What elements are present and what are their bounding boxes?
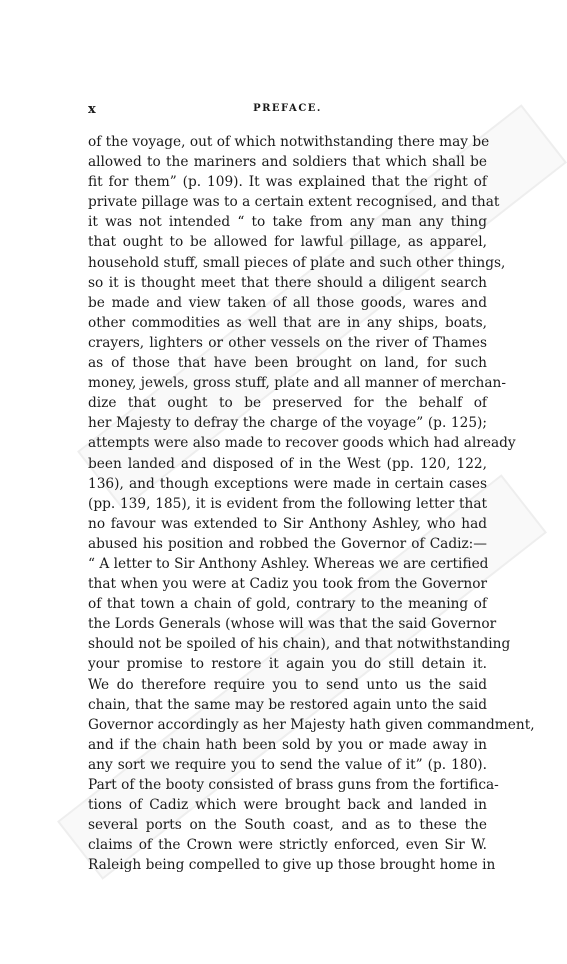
text-line: We do therefore require you to send unto us the said: [88, 676, 487, 693]
text-line: that ought to be allowed for lawful pillage, as apparel,: [88, 234, 487, 251]
text-line: Part of the booty consisted of brass guns from the fortifica-: [88, 777, 499, 793]
text-line: as of those that have been brought on land, for such: [88, 355, 487, 372]
text-line: chain, that the same may be restored again unto the said: [88, 696, 487, 713]
text-line: household stuff, small pieces of plate and such other things,: [88, 254, 506, 271]
text-line: “ A letter to Sir Anthony Ashley. Whereas we are certified: [88, 555, 489, 572]
text-line: claims of the Crown were strictly enforced, even Sir W.: [88, 837, 487, 854]
text-line: of that town a chain of gold, contrary to the meaning of: [88, 596, 487, 613]
text-line: her Majesty to defray the charge of the voyage” (p. 125);: [88, 415, 487, 432]
text-line: no favour was extended to Sir Anthony Ashley, who had: [88, 515, 487, 532]
text-line: been landed and disposed of in the West (pp. 120, 122,: [88, 455, 487, 472]
text-line: it was not intended “ to take from any man any thing: [88, 214, 487, 231]
text-line: dize that ought to be preserved for the behalf of: [88, 395, 487, 412]
page-header: [88, 102, 487, 120]
text-line: and if the chain hath been sold by you or made away in: [88, 736, 487, 753]
text-line: (pp. 139, 185), it is evident from the following letter that: [88, 495, 487, 512]
text-line: money, jewels, gross stuff, plate and all manner of merchan-: [88, 375, 506, 392]
text-line: your promise to restore it again you do still detain it.: [88, 656, 487, 673]
body-text: [88, 132, 535, 875]
text-line: attempts were also made to recover goods which had already: [88, 435, 516, 452]
text-line: private pillage was to a certain extent recognised, and that: [88, 194, 500, 211]
text-line: abused his position and robbed the Governor of Cadiz:—: [88, 535, 487, 552]
text-line: Raleigh being compelled to give up those brought home in: [88, 857, 496, 874]
running-head: PREFACE.: [253, 103, 322, 114]
text-line: allowed to the mariners and soldiers that which shall be: [88, 154, 487, 171]
text-line: Governor accordingly as her Majesty hath given commandment,: [88, 716, 535, 733]
text-line: should not be spoiled of his chain), and that notwithstanding: [88, 636, 511, 653]
text-line: the Lords Generals (whose will was that the said Governor: [88, 616, 497, 633]
text-line: tions of Cadiz which were brought back and landed in: [88, 797, 487, 814]
text-line: be made and view taken of all those goods, wares and: [88, 294, 487, 311]
text-line: any sort we require you to send the value of it” (p. 180).: [88, 756, 487, 773]
text-line: other commodities as well that are in any ships, boats,: [88, 314, 487, 331]
text-line: that when you were at Cadiz you took from the Governor: [88, 576, 487, 593]
text-line: so it is thought meet that there should a diligent search: [88, 274, 487, 291]
page-number: x: [88, 102, 97, 117]
text-line: fit for them” (p. 109). It was explained that the right of: [88, 174, 487, 191]
text-line: 136), and though exceptions were made in certain cases: [88, 475, 487, 492]
text-line: crayers, lighters or other vessels on the river of Thames: [88, 334, 487, 351]
text-line: several ports on the South coast, and as to these the: [88, 817, 487, 834]
text-line: of the voyage, out of which notwithstanding there may be: [88, 134, 490, 150]
